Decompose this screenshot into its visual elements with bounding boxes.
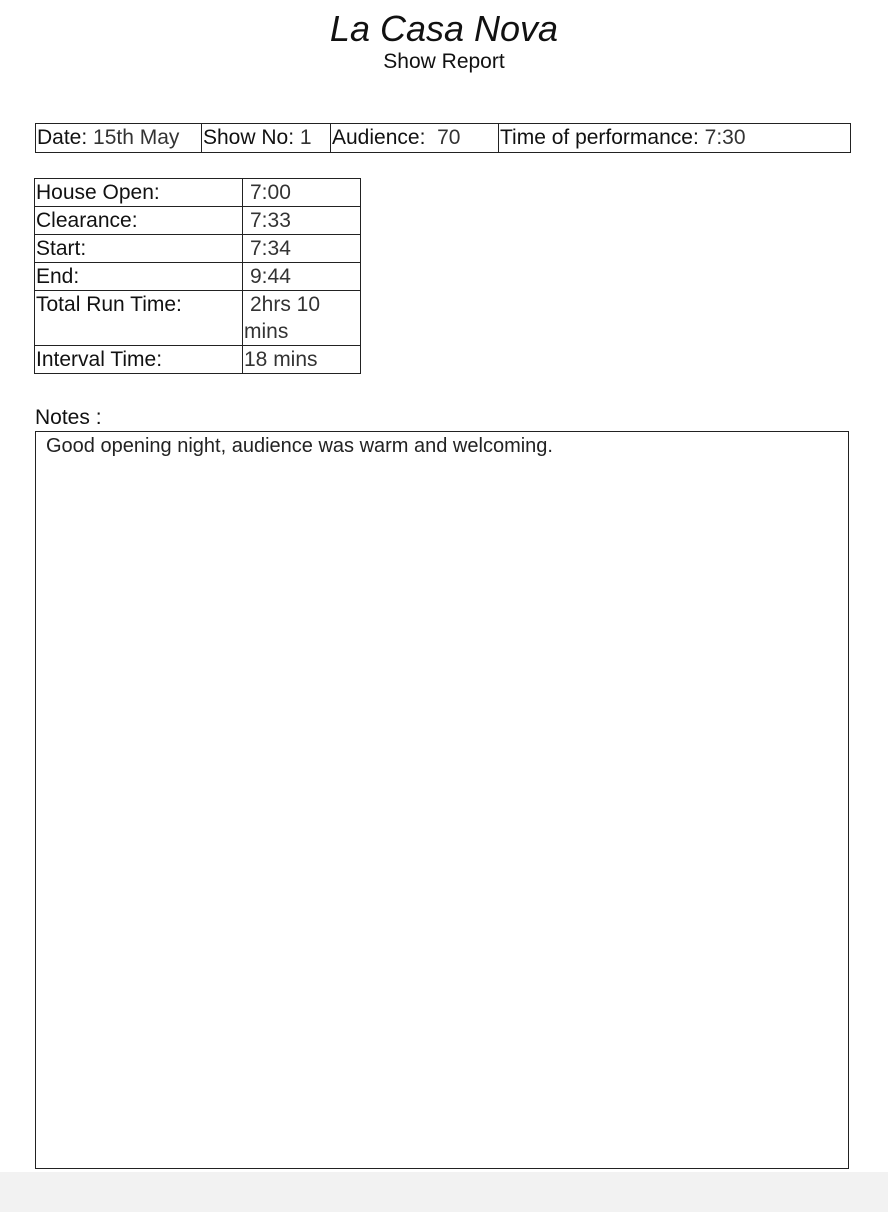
- timing-value: 7:34: [250, 237, 291, 260]
- timing-label: Start:: [35, 235, 243, 263]
- performance-time-value: 7:30: [704, 126, 746, 149]
- show-number-value: 1: [299, 126, 312, 149]
- notes-text: Good opening night, audience was warm and welcoming.: [46, 435, 553, 457]
- report-title: La Casa Nova: [329, 8, 559, 49]
- timing-label: Interval Time:: [35, 346, 243, 374]
- notes-label: Notes :: [35, 406, 102, 429]
- timing-value: 18 mins: [244, 348, 318, 371]
- performance-time-label: Time of performance:: [500, 126, 699, 149]
- timing-value: 9:44: [250, 265, 291, 288]
- timing-value: 2hrs 10 mins: [244, 293, 321, 343]
- show-number-cell: [202, 124, 331, 152]
- timing-label: End:: [35, 263, 243, 291]
- audience-label: Audience:: [332, 126, 426, 149]
- timing-label: Total Run Time:: [35, 291, 243, 346]
- table-row: [35, 235, 361, 263]
- date-cell: [36, 124, 202, 152]
- timing-value: 7:00: [250, 181, 291, 204]
- table-row: [35, 207, 361, 235]
- date-label: Date:: [37, 126, 88, 149]
- notes-box: [35, 431, 849, 1169]
- table-row: [35, 291, 361, 346]
- timings-table: [34, 178, 361, 374]
- performance-time-cell: [499, 124, 850, 152]
- viewer-bottom-strip: [0, 1172, 888, 1212]
- audience-value: 70: [437, 126, 461, 149]
- table-row: [35, 346, 361, 374]
- timing-label: Clearance:: [35, 207, 243, 235]
- timing-label: House Open:: [35, 179, 243, 207]
- table-row: [35, 179, 361, 207]
- table-row: [35, 263, 361, 291]
- timing-value: 7:33: [250, 209, 291, 232]
- report-subtitle: Show Report: [383, 50, 505, 73]
- date-value: 15th May: [93, 126, 180, 149]
- audience-cell: [331, 124, 499, 152]
- show-info-row: [35, 123, 851, 153]
- show-number-label: Show No:: [203, 126, 295, 149]
